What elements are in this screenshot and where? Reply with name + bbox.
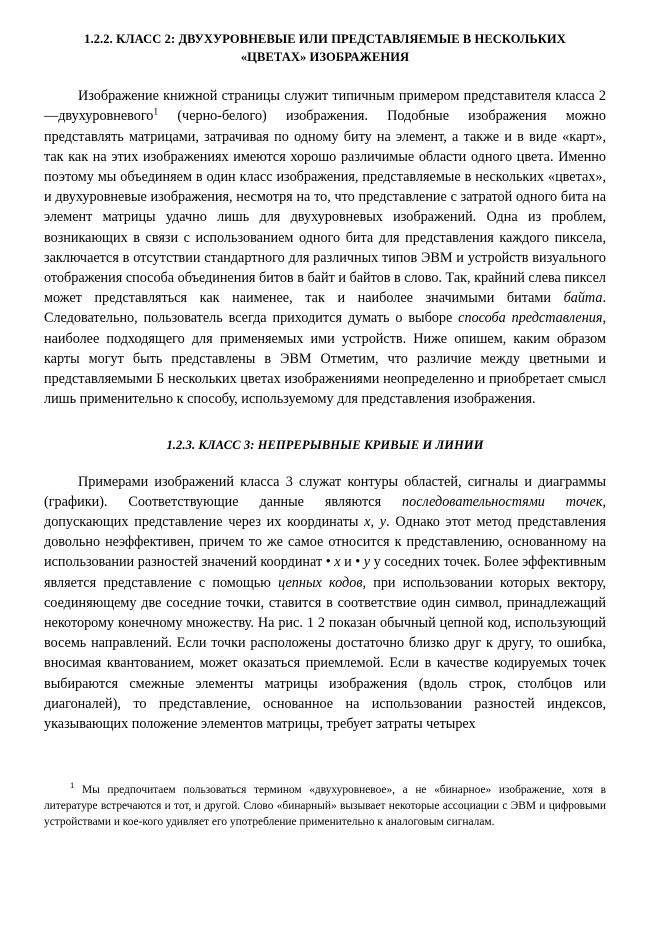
- paragraph-text-segment: у соседних точек. Более эффективным является представление с помощью: [44, 554, 606, 591]
- emphasis-x: x: [334, 554, 341, 571]
- emphasis-sposoba-predstavleniya: способа представления: [458, 310, 603, 327]
- paragraph-class-3: [44, 472, 606, 735]
- paragraph-text-segment: , наиболее подходящего для применяемых ими устройств. Ниже опишем, каким образом карты могут быть представлены в ЭВМ Отметим, что различие между цветными и представляемыми Б нескольких цветах изображениями неопределенно и приобретает смысл лишь применительно к способу, используемому для представления изображения.: [44, 310, 607, 408]
- spacer: [44, 66, 606, 86]
- paragraph-class-2: [44, 86, 606, 409]
- footnote-text: Мы предпочитаем пользоваться термином «двухуровневое», а не «бинарное» изображение, хотя в литературе встречаются и тот, и другой. Слово «бинарный» вызывает некоторые ассоциации с ЭВМ и цифровыми устройствами и кое-кого удивляет его употребление применительно к аналоговым сигналам.: [44, 784, 606, 829]
- paragraph-text-segment: , при использовании которых вектору, соединяющему две соседние точки, ставится в соответствие один символ, принадлежащий некоторому конечному множеству. На рис. 1 2 показан обычный цепной код, использующий восемь направлений. Если точки расположены достаточно близко друг к другу, то ошибка, вносимая квантованием, может оказаться приемлемой. Если в качестве кодируемых точек выбираются смежные элементы матрицы изображения (вдоль строк, столбцов или диагоналей), то представление, основанное на использовании разностей индексов, указывающих положение элементов матрицы, требует затраты четырех: [44, 574, 606, 733]
- spacer: [44, 454, 606, 472]
- paragraph-text-segment: и •: [340, 554, 364, 571]
- paragraph-text-segment: . Однако этот метод представления довольно неэффективен, причем то же самое относится к представлению, основанному на использовании разностей значений координат •: [44, 514, 606, 571]
- footnote-1: [44, 782, 606, 830]
- section-heading-1-2-2: 1.2.2. КЛАСС 2: ДВУХУРОВНЕВЫЕ ИЛИ ПРЕДСТАВЛЯЕМЫЕ В НЕСКОЛЬКИХ «ЦВЕТАХ» ИЗОБРАЖЕНИЯ: [84, 32, 566, 65]
- footnote-marker: 1: [70, 780, 75, 791]
- paragraph-text-segment: Примерами изображений класса 3 служат контуры областей, сигналы и диаграммы (графики). Соответствующие данные являются: [44, 473, 606, 510]
- spacer: [44, 410, 606, 436]
- footnote-reference: 1: [153, 107, 159, 118]
- emphasis-y: y: [363, 554, 371, 571]
- paragraph-text-segment: . Следовательно, пользователь всегда приходится думать о выборе: [44, 290, 606, 327]
- paragraph-text-segment: (черно-белого) изображения. Подобные изображения можно представлять матрицами, затрачивая по одному биту на элемент, а также и в виде «карт», так как на этих изображениях имеются хорошо различимые области одного цвета. Именно поэтому мы объединяем в один класс изображения, представляемые в нескольких «цветах», и двухуровневые изображения, несмотря на то, что представление с затратой одного бита на элемент матрицы удачно лишь для двухуровневых изображений. Одна из проблем, возникающих в связи с использованием одного бита для представления каждого пиксела, заключается в отсутствии стандартного для различных типов ЭВМ и устройств визуального отображения способа объединения битов в байт и байтов в слово. Так, крайний слева пиксел может представляться как наименее, так и наиболее значимыми битами: [44, 108, 606, 307]
- emphasis-coordinates-xy: x, y: [364, 514, 387, 531]
- emphasis-bajta: байта: [563, 290, 603, 307]
- footnote-area: [44, 782, 606, 830]
- paragraph-text-segment: , допускающих представление через их координаты: [44, 493, 606, 531]
- emphasis-posledovatelnostyami-tochek: последовательностями точек: [402, 493, 603, 510]
- section-heading-1-2-3: 1.2.3. КЛАСС 3: НЕПРЕРЫВНЫЕ КРИВЫЕ И ЛИНИИ: [166, 437, 484, 452]
- paragraph-text-segment: Изображение книжной страницы служит типичным примером представителя класса 2—двухуровневого: [44, 88, 606, 125]
- emphasis-cepnyh-kodov: цепных кодов: [278, 574, 363, 591]
